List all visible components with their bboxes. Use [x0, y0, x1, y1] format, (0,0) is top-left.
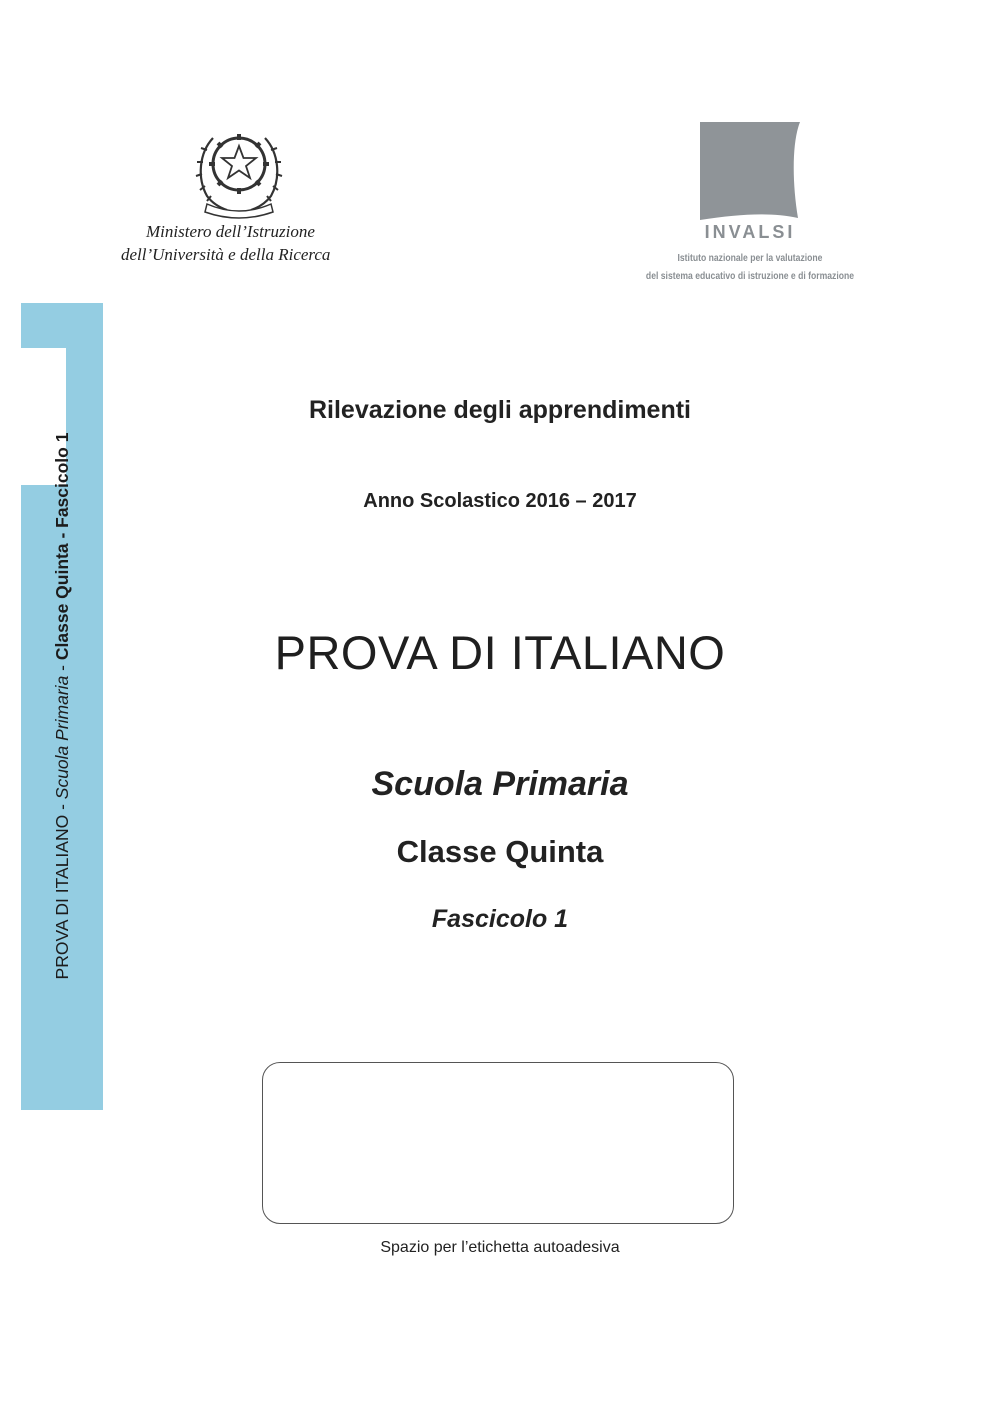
side-band-text-part2: Scuola Primaria: [52, 675, 72, 800]
ministry-name-line1: Ministero dell’Istruzione: [146, 222, 315, 241]
side-band-text-part3: -: [52, 660, 72, 676]
class-name: Classe Quinta: [396, 834, 604, 869]
booklet-number: Fascicolo 1: [431, 905, 569, 933]
invalsi-subtitle-line2: del sistema educativo di istruzione e di formazione: [645, 270, 855, 282]
ministry-name-line2: dell’Università e della Ricerca: [121, 245, 331, 264]
side-band-text-part1: PROVA DI ITALIANO -: [52, 799, 72, 980]
sticker-label-box: [262, 1062, 734, 1224]
italian-republic-emblem-icon: [193, 118, 285, 220]
sticker-label-caption: Spazio per l’etichetta autoadesiva: [380, 1239, 620, 1256]
invalsi-name: INVALSI: [704, 222, 796, 242]
invalsi-flag-icon: [700, 122, 800, 222]
side-band-text: [47, 386, 77, 1026]
test-title: PROVA DI ITALIANO: [274, 626, 726, 679]
invalsi-subtitle-line1: Istituto nazionale per la valutazione: [677, 252, 823, 264]
side-band-text-part4: Classe Quinta - Fascicolo 1: [52, 432, 72, 661]
survey-title: Rilevazione degli apprendimenti: [308, 396, 692, 424]
school-year: Anno Scolastico 2016 – 2017: [363, 490, 637, 512]
school-level: Scuola Primaria: [371, 765, 629, 803]
